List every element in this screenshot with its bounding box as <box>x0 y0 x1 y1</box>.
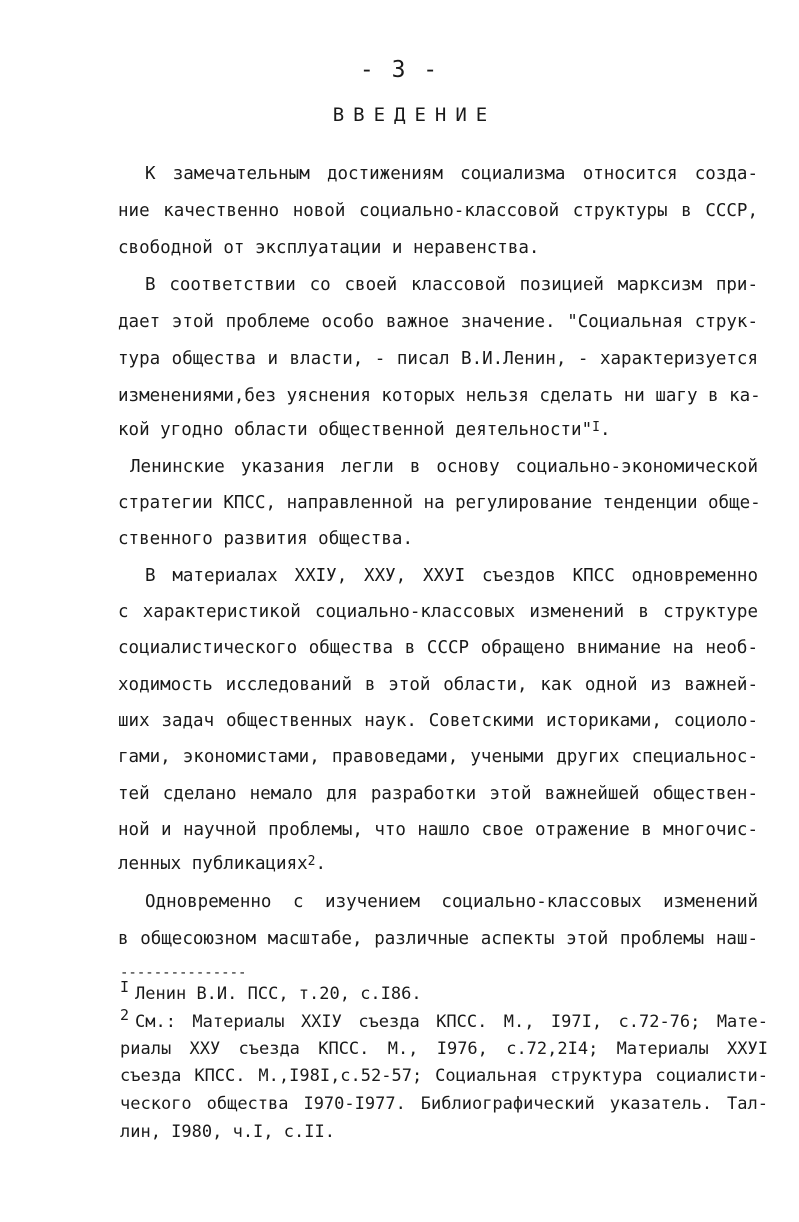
footnote-line: ческого общества I970-I977. Библиографический указатель. Тал- <box>120 1094 768 1114</box>
footnote-2: 2 См.: Материалы XXIУ съезда КПСС. М., I97I, с.72-76; Мате- <box>120 1006 768 1032</box>
body-line: ние качественно новой социально-классовой структуры в СССР, <box>118 201 758 221</box>
body-line: Ленинские указания легли в основу социально-экономической <box>130 457 758 477</box>
body-line: гами, экономистами, правоведами, учеными других специальнос- <box>118 747 758 767</box>
body-line: свободной от эксплуатации и неравенства. <box>118 238 540 258</box>
body-line: ших задач общественных наук. Советскими историками, социоло- <box>118 711 758 731</box>
body-line: дает этой проблеме особо важное значение. "Социальная струк- <box>118 312 758 332</box>
page-number: - 3 - <box>359 57 440 83</box>
body-line: В соответствии со своей классовой позицией марксизм при- <box>145 275 758 295</box>
body-line: изменениями,без уяснения которых нельзя сделать ни шагу в ка- <box>118 386 761 406</box>
body-line: кой угодно области общественной деятельности"$^I$. <box>118 420 611 440</box>
body-line: В материалах XXIУ, XXУ, XXУI съездов КПСС одновременно <box>145 566 758 586</box>
footnote-line: риалы XXУ съезда КПСС. М., I976, с.72,2I4; Материалы XXУI <box>120 1039 768 1059</box>
body-line: ной и научной проблемы, что нашло свое отражение в многочис- <box>118 820 758 840</box>
body-line: К замечательным достижениям социализма относится созда- <box>145 164 758 184</box>
body-line: ленных публикациях$^2$. <box>118 854 327 874</box>
body-line: Одновременно с изучением социально-классовых изменений <box>145 892 758 912</box>
body-line: тей сделано немало для разработки этой важнейшей обществен- <box>118 784 758 804</box>
body-line: в общесоюзном масштабе, различные аспекты этой проблемы наш- <box>118 929 758 949</box>
footnote-marker: I <box>120 978 130 996</box>
footnote-ref-1: I <box>592 420 600 435</box>
footnote-line: съезда КПСС. М.,I98I,с.52-57; Социальная структура социалисти- <box>120 1066 768 1086</box>
body-line: тура общества и власти, - писал В.И.Ленин, - характеризуется <box>118 349 758 369</box>
body-line: ходимость исследований в этой области, как одной из важней- <box>118 675 758 695</box>
body-line: ственного развития общества. <box>118 529 414 549</box>
footnote-ref-2: 2 <box>307 854 316 869</box>
footnote-1: I Ленин В.И. ПСС, т.20, с.I86. <box>120 978 422 1004</box>
footnote-separator: --------------- <box>120 965 247 981</box>
footnote-marker: 2 <box>120 1006 130 1024</box>
body-line: стратегии КПСС, направленной на регулирование тенденции обще- <box>118 493 761 513</box>
section-title: ВВЕДЕНИЕ <box>332 104 497 126</box>
body-line: с характеристикой социально-классовых изменений в структуре <box>118 602 758 622</box>
footnote-line: лин, I980, ч.I, с.II. <box>120 1122 335 1142</box>
body-line: социалистического общества в СССР обращено внимание на необ- <box>118 638 758 658</box>
